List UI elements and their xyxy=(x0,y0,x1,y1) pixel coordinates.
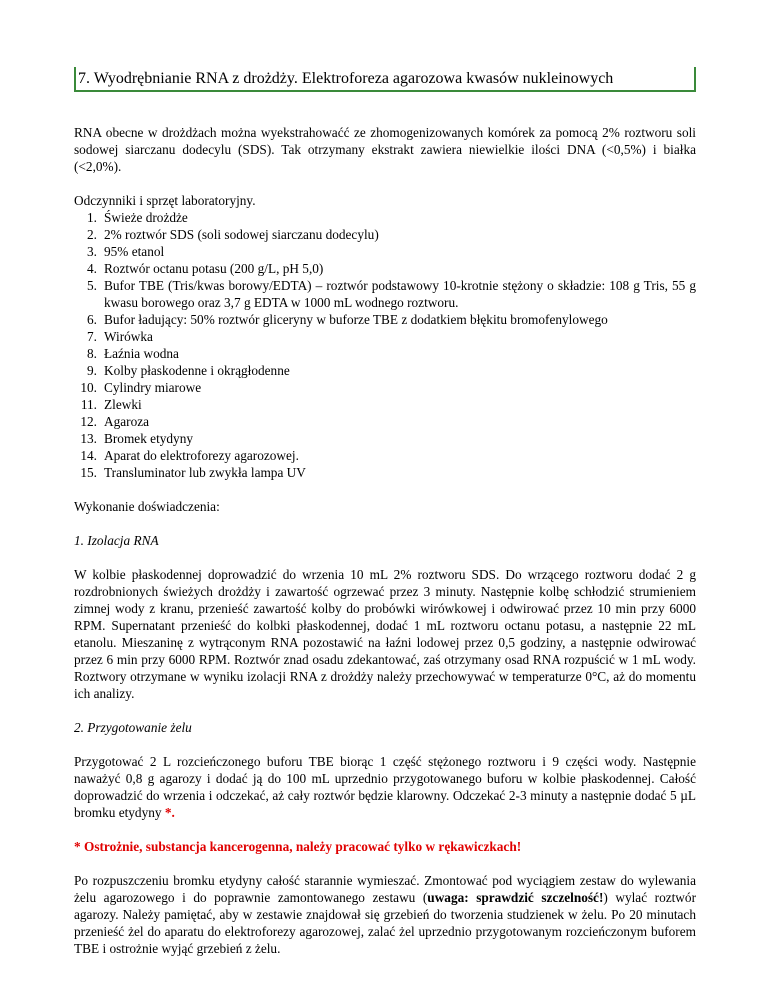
reagent-item xyxy=(74,379,696,396)
reagent-item xyxy=(74,447,696,464)
reagent-number: 14. xyxy=(80,448,97,463)
reagent-text: Bufor ładujący: 50% roztwór gliceryny w buforze TBE z dodatkiem błękitu bromofenylowego xyxy=(104,312,608,327)
reagent-item xyxy=(74,464,696,481)
reagent-item xyxy=(74,396,696,413)
procedure-heading: Wykonanie doświadczenia: xyxy=(74,499,220,514)
reagent-text: Transluminator lub zwykła lampa UV xyxy=(104,465,306,480)
reagent-number: 11. xyxy=(80,397,97,412)
reagent-number: 3. xyxy=(87,244,97,259)
reagent-number: 1. xyxy=(87,210,97,225)
section-2-body: Przygotować 2 L rozcieńczonego buforu TBE biorąc 1 część stężonego roztworu i 9 części wody. Następnie naważyć 0,8 g agarozy i dodać ją do 100 mL uprzednio przygotowanego buforu w kolbie płaskodennej. Całość doprowadzić do wrzenia i odczekać, aż cały roztwór będzie klarowny. Odczekać 2-3 minuty a następnie dodać 5 µL bromku etydyny xyxy=(74,754,696,820)
reagent-text: Cylindry miarowe xyxy=(104,380,202,395)
reagent-text: Kolby płaskodenne i okrągłodenne xyxy=(104,363,290,378)
final-text-a: Po rozpuszczeniu bromku etydyny całość starannie wymieszać. Zmontować pod wyciągiem zestaw do wylewania żelu agarozowego i do poprawnie zamontowanego zestawu ( xyxy=(74,873,696,905)
reagent-number: 5. xyxy=(87,278,97,293)
reagents-list xyxy=(74,209,696,481)
asterisk-marker: *. xyxy=(164,805,175,820)
reagent-text: Agaroza xyxy=(104,414,150,429)
reagent-item xyxy=(74,209,696,226)
reagent-item xyxy=(74,311,696,328)
reagents-heading: Odczynniki i sprzęt laboratoryjny. xyxy=(74,193,256,208)
reagent-text: Bufor TBE (Tris/kwas borowy/EDTA) – roztwór podstawowy 10-krotnie stężony o składzie: 108 g Tris, 55 g kwasu borowego oraz 3,7 g EDTA w 1000 mL wodnego roztworu. xyxy=(104,278,696,310)
reagent-text: Świeże drożdże xyxy=(104,210,188,225)
reagent-number: 8. xyxy=(87,346,97,361)
document-page xyxy=(74,64,696,957)
chapter-title: 7. Wyodrębnianie RNA z drożdży. Elektroforeza agarozowa kwasów nukleinowych xyxy=(78,70,614,87)
reagent-item xyxy=(74,413,696,430)
section-2-text xyxy=(74,753,696,821)
section-1-text: W kolbie płaskodennej doprowadzić do wrzenia 10 mL 2% roztworu SDS. Do wrzącego roztworu dodać 2 g rozdrobnionych świeżych drożdży i zawartość ogrzewać przez 3 minuty. Następnie kolbę schłodzić strumieniem zimnej wody z kranu, przenieść zawartość kolby do probówki wirówkowej i odwirować przez 10 min przy 6000 RPM. Supernatant przenieść do kolbki płaskodennej, dodać 1 mL roztworu octanu potasu, a następnie 22 mL etanolu. Mieszaninę z wytrąconym RNA pozostawić na łaźni lodowej przez 0,5 godziny, a następnie odwirować przez 6 min przy 6000 RPM. Roztwór znad osadu zdekantować, zaś otrzymany osad RNA rozpuścić w 1 mL wody. Roztwory otrzymane w wyniku izolacji RNA z drożdży należy przechowywać w temperaturze 0°C, aż do momentu ich analizy. xyxy=(74,567,696,701)
reagent-text: Zlewki xyxy=(104,397,142,412)
section-2-title: 2. Przygotowanie żelu xyxy=(74,720,192,735)
reagent-item xyxy=(74,430,696,447)
reagent-text: Roztwór octanu potasu (200 g/L, pH 5,0) xyxy=(104,261,324,276)
reagent-text: Bromek etydyny xyxy=(104,431,194,446)
reagent-number: 4. xyxy=(87,261,97,276)
reagent-text: Wirówka xyxy=(104,329,153,344)
final-text-b: ) wylać roztwór agarozy. Należy pamiętać, aby w zestawie znajdował się grzebień do tworzenia studzienek w żelu. Po 20 minutach przenieść żel do aparatu do elektroforezy agarozowej, zalać żel uprzednio przygotowanym rozcieńczonym buforem TBE i ostrożnie wyjąć grzebień z żelu. xyxy=(74,890,696,956)
reagent-text: 2% roztwór SDS (soli sodowej siarczanu dodecylu) xyxy=(104,227,379,242)
reagent-item xyxy=(74,226,696,243)
reagent-item xyxy=(74,328,696,345)
section-1-title: 1. Izolacja RNA xyxy=(74,533,159,548)
reagent-number: 9. xyxy=(87,363,97,378)
intro-paragraph: RNA obecne w drożdżach można wyekstrahowaćć ze zhomogenizowanych komórek za pomocą 2% roztworu soli sodowej siarczanu dodecylu (SDS). Tak otrzymany ekstrakt zawiera niewielkie ilości DNA (<0,5%) i białka (<2,0%). xyxy=(74,125,696,174)
reagent-number: 2. xyxy=(87,227,97,242)
reagent-number: 12. xyxy=(80,414,97,429)
title-accent-right xyxy=(694,67,696,90)
reagent-item xyxy=(74,260,696,277)
reagent-text: Aparat do elektroforezy agarozowej. xyxy=(104,448,299,463)
reagent-number: 13. xyxy=(80,431,97,446)
reagent-number: 6. xyxy=(87,312,97,327)
reagent-number: 15. xyxy=(80,465,97,480)
reagent-number: 7. xyxy=(87,329,97,344)
reagent-item xyxy=(74,362,696,379)
carcinogen-warning: * Ostrożnie, substancja kancerogenna, należy pracować tylko w rękawiczkach! xyxy=(74,839,522,854)
reagent-text: Łaźnia wodna xyxy=(104,346,179,361)
reagent-text: 95% etanol xyxy=(104,244,165,259)
section-2-final-paragraph xyxy=(74,872,696,957)
reagent-item xyxy=(74,243,696,260)
chapter-title-bar xyxy=(74,64,696,92)
reagent-item xyxy=(74,277,696,311)
leak-check-note: uwaga: sprawdzić szczelność! xyxy=(427,890,604,905)
reagent-item xyxy=(74,345,696,362)
reagent-number: 10. xyxy=(80,380,97,395)
